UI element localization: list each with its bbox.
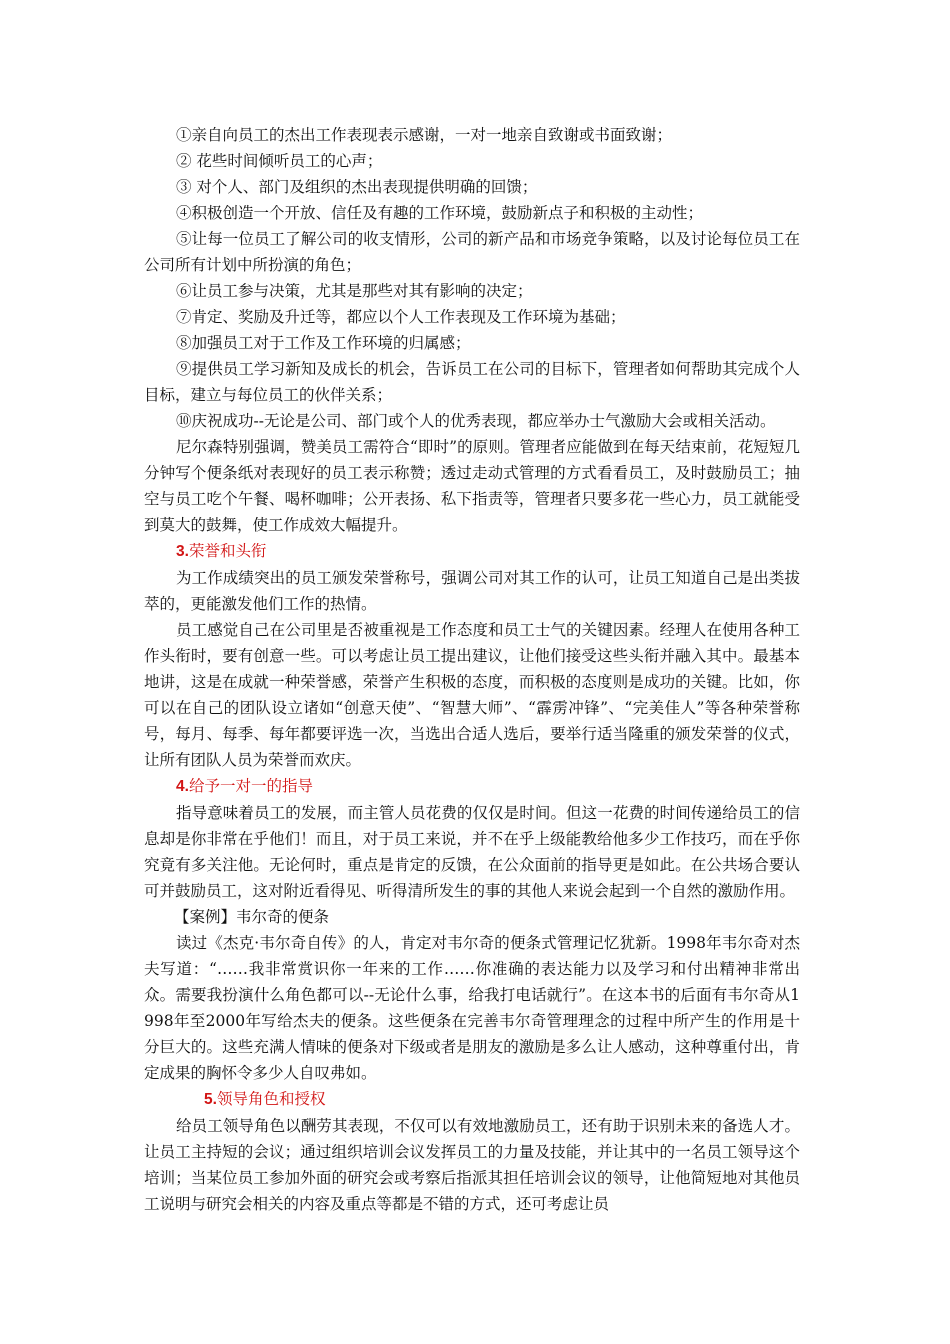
paragraph-nelson: 尼尔森特别强调，赞美员工需符合“即时”的原则。管理者应能做到在每天结束前，花短短几分钟写个便条纸对表现好的员工表示称赞；透过走动式管理的方式看看员工，及时鼓励员工；抽空与员工吃个午餐、喝杯咖啡；公开表扬、私下指责等，管理者只要多花一些心力，员工就能受到莫大的鼓舞，使工作成效大幅提升。 xyxy=(144,438,800,534)
section-title: 给予一对一的指导 xyxy=(188,777,313,795)
section-title: 领导角色和授权 xyxy=(216,1090,326,1108)
case-label: 【案例】韦尔奇的便条 xyxy=(174,908,330,926)
section-heading-honor xyxy=(144,538,800,565)
section-number: 3. xyxy=(176,543,189,560)
paragraph: 给员工领导角色以酬劳其表现，不仅可以有效地激励员工，还有助于识别未来的备选人才。让员工主持短的会议；通过组织培训会议发挥员工的力量及技能，并让其中的一名员工领导这个培训；当某位员工参加外面的研究会或考察后指派其担任培训会议的领导，让他简短地对其他员工说明与研究会相关的内容及重点等都是不错的方式，还可考虑让员 xyxy=(144,1117,800,1213)
list-item: ⑧加强员工对于工作及工作环境的归属感； xyxy=(176,334,471,352)
list-item: ② 花些时间倾听员工的心声； xyxy=(176,152,383,170)
list-item: ⑩庆祝成功--无论是公司、部门或个人的优秀表现，都应举办士气激励大会或相关活动。 xyxy=(176,412,776,430)
list-item: ⑤让每一位员工了解公司的收支情形，公司的新产品和市场竞争策略，以及讨论每位员工在公司所有计划中所扮演的角色； xyxy=(144,230,800,274)
paragraph: 为工作成绩突出的员工颁发荣誉称号，强调公司对其工作的认可，让员工知道自己是出类拔萃的，更能激发他们工作的热情。 xyxy=(144,569,800,613)
section-number: 4. xyxy=(176,778,189,795)
list-item: ⑨提供员工学习新知及成长的机会，告诉员工在公司的目标下，管理者如何帮助其完成个人目标，建立与每位员工的伙伴关系； xyxy=(144,360,800,404)
section-heading-coaching xyxy=(144,773,800,800)
list-item: ⑦肯定、奖励及升迁等，都应以个人工作表现及工作环境为基础； xyxy=(176,308,626,326)
section-heading-leadership xyxy=(144,1086,800,1113)
list-item: ⑥让员工参与决策，尤其是那些对其有影响的决定； xyxy=(176,282,533,300)
section-number: 5. xyxy=(204,1091,217,1108)
list-item: ①亲自向员工的杰出工作表现表示感谢，一对一地亲自致谢或书面致谢； xyxy=(176,126,673,144)
document-page xyxy=(144,122,800,1217)
paragraph: 员工感觉自己在公司里是否被重视是工作态度和员工士气的关键因素。经理人在使用各种工作头衔时，要有创意一些。可以考虑让员工提出建议，让他们接受这些头衔并融入其中。最基本地讲，这是在成就一种荣誉感，荣誉产生积极的态度，而积极的态度则是成功的关键。比如，你可以在自己的团队设立诸如“创意天使”、“智慧大师”、“霹雳冲锋”、“完美佳人”等各种荣誉称号，每月、每季、每年都要评选一次，当选出合适人选后，要举行适当隆重的颁发荣誉的仪式，让所有团队人员为荣誉而欢庆。 xyxy=(144,621,800,769)
paragraph: 指导意味着员工的发展，而主管人员花费的仅仅是时间。但这一花费的时间传递给员工的信息却是你非常在乎他们！而且，对于员工来说，并不在乎上级能教给他多少工作技巧，而在乎你究竟有多关注他。无论何时，重点是肯定的反馈，在公众面前的指导更是如此。在公共场合要认可并鼓励员工，这对附近看得见、听得清所发生的事的其他人来说会起到一个自然的激励作用。 xyxy=(144,804,800,900)
list-item: ④积极创造一个开放、信任及有趣的工作环境，鼓励新点子和积极的主动性； xyxy=(176,204,704,222)
list-item: ③ 对个人、部门及组织的杰出表现提供明确的回馈； xyxy=(176,178,538,196)
section-title: 荣誉和头衔 xyxy=(188,542,267,560)
case-paragraph: 读过《杰克·韦尔奇自传》的人，肯定对韦尔奇的便条式管理记忆犹新。1998年韦尔奇对杰夫写道：“……我非常赏识你一年来的工作……你准确的表达能力以及学习和付出精神非常出众。需要我扮演什么角色都可以--无论什么事，给我打电话就行”。在这本书的后面有韦尔奇从1998年至2000年写给杰夫的便条。这些便条在完善韦尔奇管理理念的过程中所产生的作用是十分巨大的。这些充满人情味的便条对下级或者是朋友的激励是多么让人感动，这种尊重付出，肯定成果的胸怀令多少人自叹弗如。 xyxy=(144,934,800,1082)
